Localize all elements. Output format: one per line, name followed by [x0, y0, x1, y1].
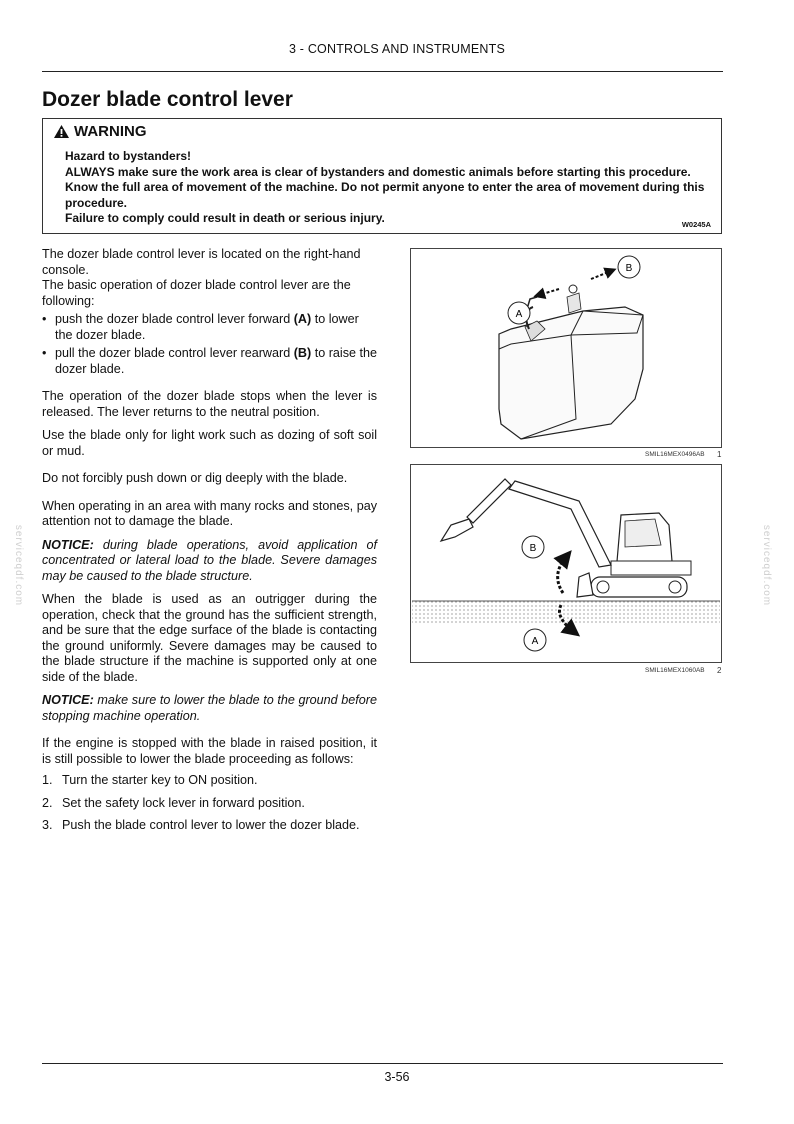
bullet-marker: • [42, 312, 47, 326]
figure-excavator-blade [410, 464, 722, 663]
footer-rule [42, 1063, 723, 1064]
notice-load: NOTICE: during blade operations, avoid application of concentrated or lateral load to the blade. Severe damages may be caused to the blade structure. [42, 537, 377, 583]
notice-lower-blade: NOTICE: make sure to lower the blade to the ground before stopping machine operation. [42, 693, 377, 723]
figure-console-lever [410, 248, 722, 448]
warning-title-text: WARNING [74, 123, 147, 140]
paragraph-intro-location: The dozer blade control lever is located on the right-hand console. [42, 247, 361, 277]
figure1-caption: SMIL16MEX0496AB [645, 451, 705, 458]
page-number: 3-56 [384, 1070, 410, 1084]
warning-line-failure: Failure to comply could result in death or serious injury. [65, 211, 385, 226]
watermark-right: serviceqdf.com [761, 524, 773, 607]
paragraph-no-force: Do not forcibly push down or dig deeply with the blade. [42, 471, 348, 485]
warning-box [42, 118, 722, 234]
list-item [42, 346, 377, 377]
warning-triangle-icon [53, 124, 70, 139]
figure2-label-a: A [531, 636, 539, 647]
list-item [42, 312, 377, 343]
section-heading: Dozer blade control lever [42, 88, 293, 111]
figure1-number: 1 [717, 450, 722, 459]
warning-line-instructions: ALWAYS make sure the work area is clear of bystanders and domestic animals before starting this procedure. Know the full area of movement of the machine. Do not permit anyone to enter the area of movement during this procedure. [65, 164, 705, 210]
step-text: Push the blade control lever to lower the dozer blade. [62, 818, 360, 832]
figure2-label-b: B [529, 543, 537, 554]
body-text-column [42, 247, 377, 841]
figure1-label-a: A [515, 309, 523, 320]
paragraph-light-work: Use the blade only for light work such as dozing of soft soil or mud. [42, 428, 377, 458]
paragraph-outrigger: When the blade is used as an outrigger during the operation, check that the ground has the sufficient strength, and be sure that the edge surface of the blade is contacting the ground uniformly. Severe damages may be caused to the blade structure if the machine is supported only at one side of the blade. [42, 592, 377, 684]
figure1-label-b: B [625, 263, 633, 274]
list-item: 3. Push the blade control lever to lower the dozer blade. [42, 818, 360, 832]
list-item: 2. Set the safety lock lever in forward position. [42, 795, 305, 810]
list-item: 1. Turn the starter key to ON position. [42, 773, 258, 787]
bullet-push-text: push the dozer blade control lever forward (A) to lower the dozer blade. [55, 312, 359, 342]
warning-code: W0245A [681, 220, 711, 229]
bullet-marker: • [42, 346, 47, 360]
step-text: Set the safety lock lever in forward position. [62, 795, 305, 810]
paragraph-engine-stopped: If the engine is stopped with the blade in raised position, it is still possible to lower the blade proceeding as follows: [42, 736, 377, 766]
paragraph-rocks: When operating in an area with many rocks and stones, pay attention not to damage the blade. [42, 498, 377, 528]
watermark-left: serviceqdf.com [13, 524, 25, 607]
paragraph-lever-release: The operation of the dozer blade stops when the lever is released. The lever returns to the neutral position. [42, 389, 377, 419]
header-rule [42, 71, 723, 72]
step-text: Turn the starter key to ON position. [62, 773, 258, 787]
running-header: 3 - CONTROLS AND INSTRUMENTS [288, 42, 506, 56]
bullet-pull-text: pull the dozer blade control lever rearward (B) to raise the dozer blade. [55, 346, 378, 376]
figure2-caption: SMIL16MEX1060AB [645, 667, 705, 674]
warning-title [53, 123, 147, 140]
warning-line-hazard: Hazard to bystanders! [65, 149, 192, 163]
paragraph-intro-operation: The basic operation of dozer blade control lever are the following: [42, 278, 351, 308]
warning-text [65, 149, 707, 227]
console-lever-illustration [411, 249, 721, 447]
excavator-illustration [411, 465, 721, 662]
figure2-number: 2 [717, 666, 722, 675]
